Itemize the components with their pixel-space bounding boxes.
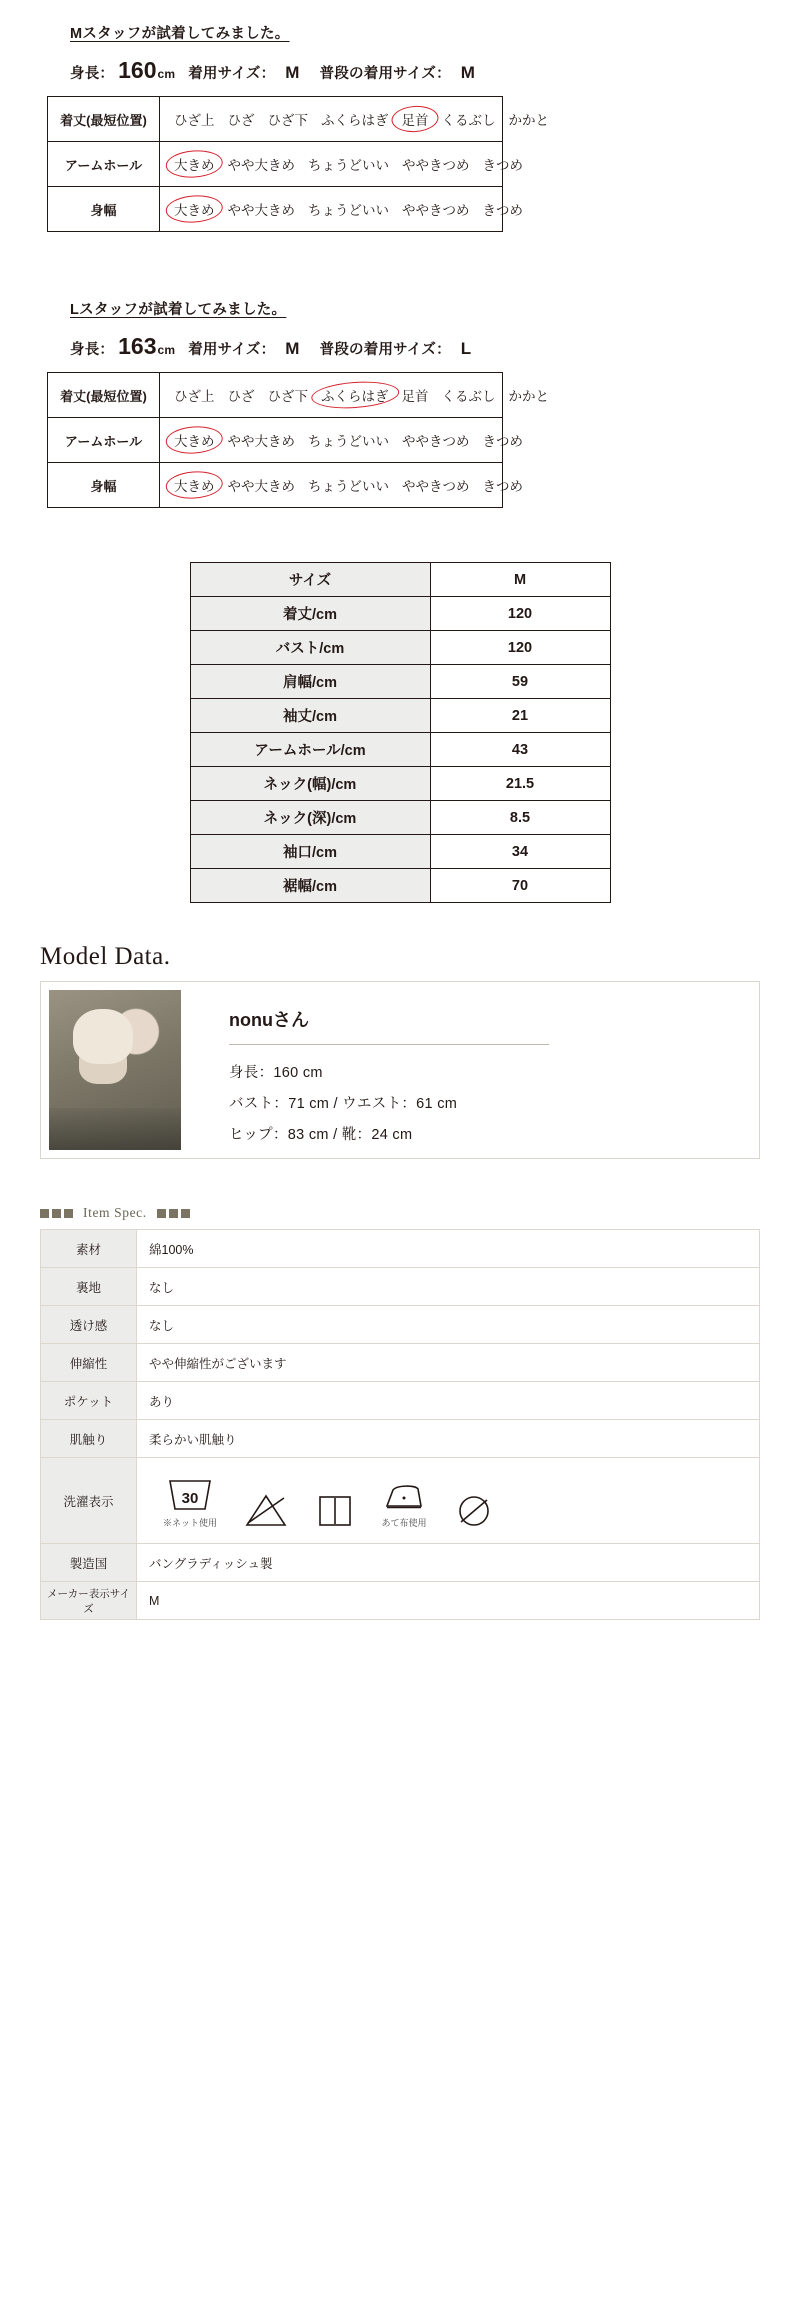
fit-option-selected[interactable]: 大きめ bbox=[174, 199, 215, 219]
spec-key: 素材 bbox=[41, 1230, 137, 1268]
staff-fitting-title: Mスタッフが試着してみました。 bbox=[70, 26, 290, 42]
size-row-value: 120 bbox=[430, 597, 610, 631]
staff-fitting-title: Lスタッフが試着してみました。 bbox=[70, 302, 287, 318]
worn-size-label: 着用サイズ： bbox=[188, 342, 276, 358]
iron-low-icon bbox=[381, 1473, 427, 1529]
staff-fitting-meta bbox=[70, 57, 800, 84]
fit-row-options bbox=[160, 373, 549, 418]
spec-key: ポケット bbox=[41, 1382, 137, 1420]
wash-30-icon bbox=[163, 1473, 217, 1529]
table-row bbox=[41, 1544, 760, 1582]
wash-30-caption: ※ネット使用 bbox=[163, 1517, 218, 1528]
size-col-header-label: サイズ bbox=[190, 563, 430, 597]
fit-option[interactable]: かかと bbox=[508, 389, 549, 404]
size-row-label: アームホール/cm bbox=[190, 733, 430, 767]
staff-fitting-block-l bbox=[0, 298, 800, 508]
item-spec-table bbox=[40, 1229, 760, 1620]
fit-option[interactable]: ひざ上 bbox=[174, 113, 215, 128]
fit-option[interactable]: ややきつめ bbox=[402, 434, 470, 449]
spec-key: 肌触り bbox=[41, 1420, 137, 1458]
spec-value: なし bbox=[137, 1306, 760, 1344]
size-row-value: 43 bbox=[430, 733, 610, 767]
size-chart bbox=[0, 562, 800, 903]
model-info bbox=[189, 982, 759, 1158]
size-row-value: 21 bbox=[430, 699, 610, 733]
fit-row-options bbox=[160, 97, 549, 142]
fit-option-selected[interactable]: 大きめ bbox=[174, 475, 215, 495]
height-unit: cm bbox=[157, 343, 176, 357]
table-row bbox=[190, 801, 610, 835]
fit-option[interactable]: 足首 bbox=[401, 389, 429, 404]
size-row-value: 120 bbox=[430, 631, 610, 665]
model-data-card bbox=[40, 981, 760, 1159]
fit-option[interactable]: ふくらはぎ bbox=[321, 113, 389, 128]
spec-key: 製造国 bbox=[41, 1544, 137, 1582]
table-row bbox=[190, 835, 610, 869]
table-row bbox=[48, 187, 503, 232]
spec-key: メーカー表示サイズ bbox=[41, 1582, 137, 1620]
table-row bbox=[41, 1344, 760, 1382]
height-label: 身長： bbox=[70, 342, 115, 358]
table-row bbox=[190, 665, 610, 699]
fit-option-selected[interactable]: 大きめ bbox=[174, 430, 215, 450]
table-row bbox=[41, 1382, 760, 1420]
no-dryclean-icon bbox=[453, 1489, 495, 1529]
fit-option[interactable]: きつめ bbox=[482, 434, 523, 449]
spec-value: M bbox=[137, 1582, 760, 1620]
table-row bbox=[41, 1268, 760, 1306]
iron-low-caption: あて布使用 bbox=[381, 1517, 427, 1528]
spec-value: バングラディッシュ製 bbox=[137, 1544, 760, 1582]
model-hip-shoe: ヒップ：83 cm / 靴：24 cm bbox=[229, 1127, 413, 1143]
fit-option[interactable]: かかと bbox=[508, 113, 549, 128]
fit-row-options bbox=[160, 418, 523, 463]
model-name: nonuさん bbox=[229, 1010, 309, 1030]
fit-option[interactable]: くるぶし bbox=[441, 389, 496, 404]
staff-fitting-block-m bbox=[0, 22, 800, 232]
table-header-row bbox=[190, 563, 610, 597]
table-row bbox=[48, 373, 503, 418]
table-row bbox=[48, 463, 503, 508]
size-row-label: ネック(幅)/cm bbox=[190, 767, 430, 801]
spec-key-wash: 洗濯表示 bbox=[41, 1458, 137, 1544]
table-row bbox=[41, 1582, 760, 1620]
size-row-label: 着丈/cm bbox=[190, 597, 430, 631]
spec-key: 透け感 bbox=[41, 1306, 137, 1344]
fit-option[interactable]: ひざ下 bbox=[267, 389, 308, 404]
usual-size-value: M bbox=[460, 63, 476, 82]
fit-option[interactable]: ちょうどいい bbox=[308, 158, 389, 173]
size-row-value: 21.5 bbox=[430, 767, 610, 801]
worn-size-label: 着用サイズ： bbox=[188, 66, 276, 82]
spec-key: 伸縮性 bbox=[41, 1344, 137, 1382]
size-row-value: 34 bbox=[430, 835, 610, 869]
fitting-table bbox=[47, 372, 549, 508]
fit-option[interactable]: ややきつめ bbox=[402, 479, 470, 494]
size-row-label: 裾幅/cm bbox=[190, 869, 430, 903]
fit-option[interactable]: きつめ bbox=[482, 479, 523, 494]
table-row bbox=[48, 418, 503, 463]
fit-option[interactable]: ちょうどいい bbox=[308, 434, 389, 449]
fit-option-selected[interactable]: ふくらはぎ bbox=[321, 385, 389, 405]
fit-row-label: アームホール bbox=[48, 418, 160, 463]
divider bbox=[229, 1044, 549, 1045]
fit-option-selected[interactable]: 足首 bbox=[402, 109, 429, 129]
usual-size-value: L bbox=[460, 339, 472, 358]
fit-option[interactable]: やや大きめ bbox=[227, 479, 295, 494]
model-photo bbox=[49, 990, 181, 1150]
spec-value: 柔らかい肌触り bbox=[137, 1420, 760, 1458]
spec-value: なし bbox=[137, 1268, 760, 1306]
table-row bbox=[190, 699, 610, 733]
fit-option[interactable]: ちょうどいい bbox=[308, 479, 389, 494]
staff-fitting-meta bbox=[70, 333, 800, 360]
size-row-label: 袖口/cm bbox=[190, 835, 430, 869]
size-row-label: 袖丈/cm bbox=[190, 699, 430, 733]
size-row-label: バスト/cm bbox=[190, 631, 430, 665]
fit-option[interactable]: ひざ bbox=[227, 389, 255, 404]
table-row bbox=[190, 767, 610, 801]
table-row bbox=[190, 597, 610, 631]
table-row bbox=[190, 869, 610, 903]
model-height: 身長：160 cm bbox=[229, 1065, 323, 1081]
spec-value: あり bbox=[137, 1382, 760, 1420]
size-row-value: 8.5 bbox=[430, 801, 610, 835]
usual-size-label: 普段の着用サイズ： bbox=[319, 342, 451, 358]
height-label: 身長： bbox=[70, 66, 115, 82]
height-value: 160 bbox=[118, 57, 157, 83]
size-row-value: 59 bbox=[430, 665, 610, 699]
table-row bbox=[190, 733, 610, 767]
fit-option[interactable]: ひざ bbox=[227, 113, 255, 128]
size-table bbox=[190, 562, 611, 903]
fit-row-options bbox=[160, 463, 523, 508]
table-row bbox=[190, 631, 610, 665]
spec-value: 綿100% bbox=[137, 1230, 760, 1268]
size-col-header-m: M bbox=[430, 563, 610, 597]
no-bleach-icon bbox=[243, 1489, 289, 1529]
worn-size-value: M bbox=[285, 63, 300, 82]
height-value: 163 bbox=[118, 333, 157, 359]
fit-option[interactable]: ややきつめ bbox=[402, 158, 470, 173]
fit-row-label: 身幅 bbox=[48, 463, 160, 508]
fit-option[interactable]: ひざ上 bbox=[174, 389, 215, 404]
table-row bbox=[41, 1230, 760, 1268]
table-row bbox=[41, 1306, 760, 1344]
square-marker-icon bbox=[40, 1209, 73, 1218]
fit-row-label: 着丈(最短位置) bbox=[48, 373, 160, 418]
square-marker-icon bbox=[157, 1209, 190, 1218]
fit-row-label: アームホール bbox=[48, 142, 160, 187]
fit-row-options bbox=[160, 187, 523, 232]
fit-option[interactable]: ひざ下 bbox=[267, 113, 308, 128]
table-row bbox=[48, 142, 503, 187]
item-spec-heading-label: Item Spec. bbox=[83, 1205, 147, 1220]
size-row-label: ネック(深)/cm bbox=[190, 801, 430, 835]
table-row-wash bbox=[41, 1458, 760, 1544]
fit-row-options bbox=[160, 142, 523, 187]
spec-value: やや伸縮性がございます bbox=[137, 1344, 760, 1382]
size-row-label: 肩幅/cm bbox=[190, 665, 430, 699]
table-row bbox=[41, 1420, 760, 1458]
fit-option[interactable]: きつめ bbox=[482, 158, 523, 173]
svg-text:30: 30 bbox=[181, 1489, 199, 1507]
size-row-value: 70 bbox=[430, 869, 610, 903]
fit-option[interactable]: やや大きめ bbox=[227, 203, 295, 218]
fitting-table bbox=[47, 96, 549, 232]
fit-option[interactable]: くるぶし bbox=[441, 113, 496, 128]
table-row bbox=[48, 97, 503, 142]
fit-option[interactable]: やや大きめ bbox=[227, 434, 295, 449]
fit-option-selected[interactable]: 大きめ bbox=[174, 154, 215, 174]
fit-row-label: 着丈(最短位置) bbox=[48, 97, 160, 142]
fit-row-label: 身幅 bbox=[48, 187, 160, 232]
worn-size-value: M bbox=[285, 339, 300, 358]
usual-size-label: 普段の着用サイズ： bbox=[319, 66, 451, 82]
item-spec-heading bbox=[40, 1205, 800, 1221]
height-unit: cm bbox=[157, 67, 176, 81]
fit-option[interactable]: きつめ bbox=[482, 203, 523, 218]
model-data-heading: Model Data. bbox=[40, 943, 171, 970]
spec-key: 裏地 bbox=[41, 1268, 137, 1306]
wash-symbols-cell bbox=[137, 1458, 760, 1544]
fit-option[interactable]: やや大きめ bbox=[227, 158, 295, 173]
fit-option[interactable]: ややきつめ bbox=[402, 203, 470, 218]
drip-dry-icon bbox=[315, 1489, 355, 1529]
model-bust-waist: バスト：71 cm / ウエスト：61 cm bbox=[229, 1096, 458, 1112]
fit-option[interactable]: ちょうどいい bbox=[308, 203, 389, 218]
